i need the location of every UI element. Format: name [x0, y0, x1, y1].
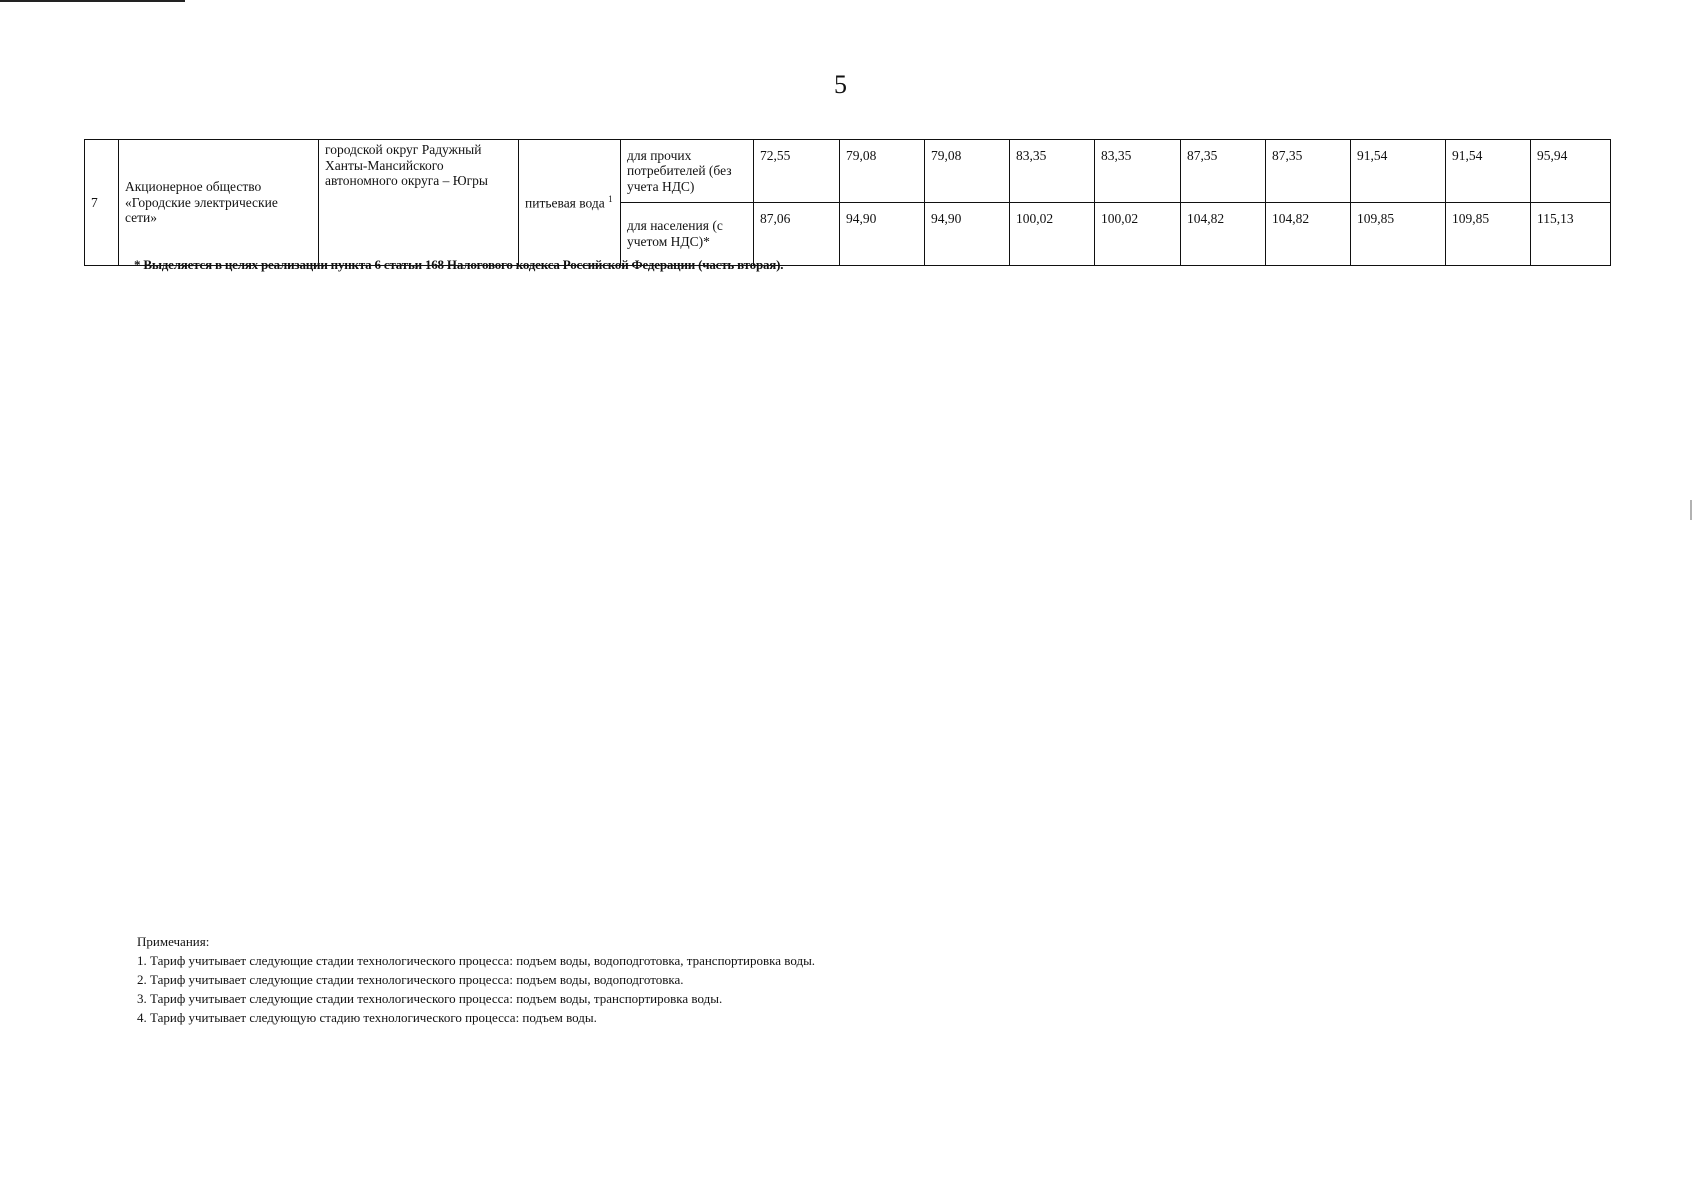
tariff-table [84, 139, 1611, 266]
note-item: 4. Тариф учитывает следующую стадию технологического процесса: подъем воды. [137, 1010, 597, 1025]
tariff-value: 87,06 [754, 203, 840, 266]
tariff-value: 91,54 [1446, 140, 1531, 203]
scan-edge-mark [1690, 500, 1692, 520]
tariff-value: 79,08 [925, 140, 1010, 203]
tariff-value: 87,35 [1266, 140, 1351, 203]
notes-title: Примечания: [137, 934, 210, 949]
table-row [85, 140, 1611, 203]
note-item: 1. Тариф учитывает следующие стадии технологического процесса: подъем воды, водоподготовка, транспортировка воды. [137, 953, 816, 968]
note-item: 2. Тариф учитывает следующие стадии технологического процесса: подъем воды, водоподготовка. [137, 972, 684, 987]
tariff-value: 100,02 [1095, 203, 1181, 266]
tariff-value: 83,35 [1010, 140, 1095, 203]
service-label: питьевая вода [525, 195, 605, 211]
consumer-group-label: для прочих потребителей (без учета НДС) [621, 140, 754, 203]
territory-cell: городской округ Радужный Ханты-Мансийского автономного округа – Югры [319, 140, 519, 266]
tariff-value: 79,08 [840, 140, 925, 203]
tariff-value: 94,90 [925, 203, 1010, 266]
tariff-value: 72,55 [754, 140, 840, 203]
service-cell [519, 140, 621, 266]
tariff-value: 104,82 [1181, 203, 1266, 266]
scan-edge-mark [0, 0, 185, 2]
tariff-value: 87,35 [1181, 140, 1266, 203]
page-number: 5 [834, 70, 847, 99]
tariff-value: 91,54 [1351, 140, 1446, 203]
consumer-group-label: для населения (с учетом НДС)* [621, 203, 754, 266]
tariff-value: 104,82 [1266, 203, 1351, 266]
tariff-value: 109,85 [1351, 203, 1446, 266]
notes-block [137, 932, 815, 1027]
note-item: 3. Тариф учитывает следующие стадии технологического процесса: подъем воды, транспортировка воды. [137, 991, 723, 1006]
service-note-marker: 1 [608, 193, 613, 204]
tariff-value: 95,94 [1531, 140, 1611, 203]
tariff-value: 109,85 [1446, 203, 1531, 266]
tariff-value: 100,02 [1010, 203, 1095, 266]
row-number-cell: 7 [85, 140, 119, 266]
organization-cell: Акционерное общество «Городские электрические сети» [119, 140, 319, 266]
vat-footnote: * Выделяется в целях реализации пункта 6 статьи 168 Налогового кодекса Российской Федерации (часть вторая). [134, 257, 784, 272]
tariff-value: 94,90 [840, 203, 925, 266]
tariff-value: 115,13 [1531, 203, 1611, 266]
tariff-value: 83,35 [1095, 140, 1181, 203]
